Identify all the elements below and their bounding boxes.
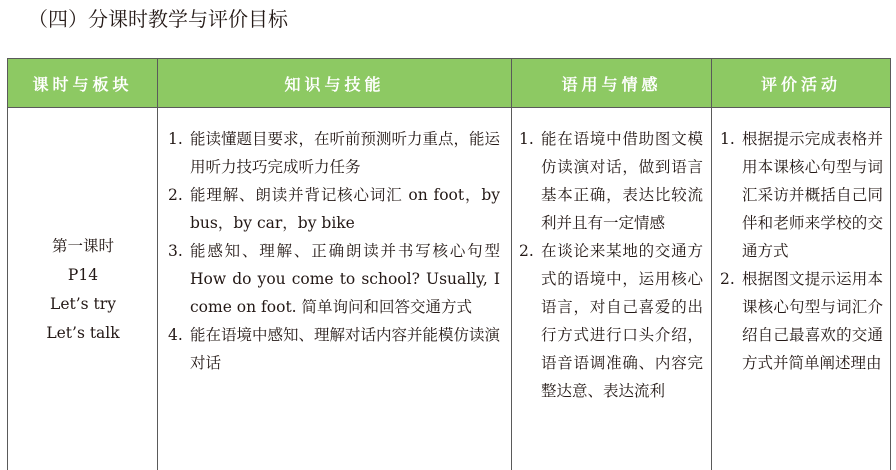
list-item: 4. 能在语境中感知、理解对话内容并能模仿读演对话 [168,326,501,372]
column-divider [711,59,712,470]
list-item: 2. 能理解、朗读并背记核心词汇 on foot，by bus，by car，by bike [168,186,500,232]
header-evaluation: 评价活动 [712,59,890,107]
list-item: 2. 根据图文提示运用本课核心句型与词汇介绍自己最喜欢的交通方式并简单阐述理由 [720,270,883,372]
evaluation-cell [720,125,883,377]
lesson-page: P14 [67,266,99,284]
header-divider [8,107,890,108]
header-knowledge-skills: 知识与技能 [158,59,511,107]
lesson-name: 第一课时 [51,237,114,255]
section-title: （四）分课时教学与评价目标 [28,7,288,31]
list-item: 1. 根据提示完成表格并用本课核心句型与词汇采访并概括自己同伴和老师来学校的交通方式 [720,130,883,260]
lesson-part: Let’s try [50,295,116,313]
list-item: 3. 能感知、理解、正确朗读并书写核心句型 How do you come to school? Usually, I come on foot. 简单询问和回答交通方式 [168,242,500,316]
lesson-objectives-table [7,58,891,470]
header-pragmatics-emotion: 语用与情感 [512,59,711,107]
list-item: 2. 在谈论来某地的交通方式的语境中，运用核心语言，对自己喜爱的出行方式进行口头介绍，语音语调准确、内容完整达意、表达流利 [519,242,703,400]
header-lesson: 课时与板块 [8,59,157,107]
list-item: 1. 能读懂题目要求，在听前预测听力重点，能运用听力技巧完成听力任务 [168,130,501,176]
knowledge-cell [168,125,500,377]
column-divider [511,59,512,470]
lesson-cell [8,232,158,348]
pragmatics-cell [519,125,703,405]
list-item: 1. 能在语境中借助图文模仿读演对话，做到语言基本正确，表达比较流利并且有一定情感 [519,130,703,232]
lesson-part: Let’s talk [46,324,120,342]
